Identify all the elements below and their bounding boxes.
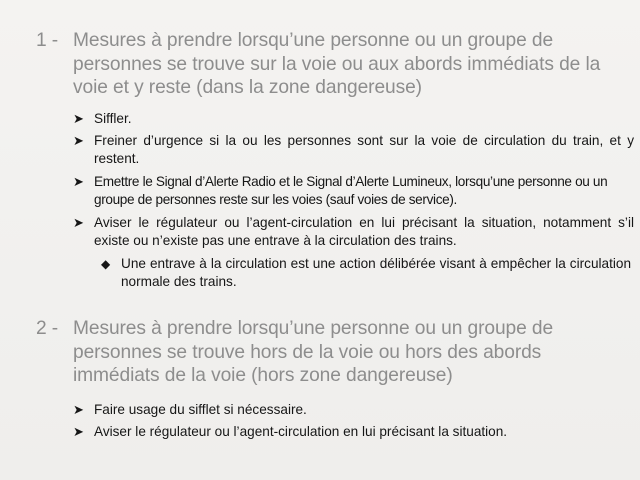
list-item <box>73 401 634 419</box>
section-1-bullets <box>0 110 640 250</box>
sub-list-item <box>101 255 631 291</box>
bullet-text: Siffler. <box>94 110 132 126</box>
section-1-title: Mesures à prendre lorsqu’une personne ou un groupe de personnes se trouve sur la voie ou aux abords immédiats de la voie et y reste (dans la zone dangereuse) <box>73 30 601 98</box>
bullet-text: Freiner d’urgence si la ou les personnes sont sur la voie de circulation du train, et y restent. <box>94 132 634 166</box>
arrow-bullet-icon: ➤ <box>73 401 84 417</box>
section-2-bullets <box>0 401 640 441</box>
arrow-bullet-icon: ➤ <box>73 214 84 230</box>
list-item <box>73 132 634 168</box>
section-1 <box>0 29 640 291</box>
section-1-heading <box>36 29 626 100</box>
bullet-text: Aviser le régulateur ou l’agent-circulation en lui précisant la situation. <box>94 423 508 439</box>
list-item <box>73 173 634 209</box>
list-item <box>73 110 634 128</box>
bullet-text: Emettre le Signal d’Alerte Radio et le Signal d’Alerte Lumineux, lorsqu’une personne ou un groupe de personnes reste sur les voies (sauf voies de service). <box>94 174 608 208</box>
section-2 <box>0 317 640 441</box>
bullet-text: Faire usage du sifflet si nécessaire. <box>94 401 307 417</box>
section-2-number: 2 - <box>36 318 59 339</box>
arrow-bullet-icon: ➤ <box>73 110 84 126</box>
list-item <box>73 423 634 441</box>
arrow-bullet-icon: ➤ <box>73 423 84 439</box>
section-1-number: 1 - <box>36 30 59 51</box>
diamond-bullet-icon: ◆ <box>101 256 111 271</box>
section-2-heading <box>36 317 626 388</box>
bullet-text: Aviser le régulateur ou l’agent-circulation en lui précisant la situation, notamment s’il existe ou n’existe pas une entrave à la circulation des trains. <box>94 214 634 248</box>
section-2-title: Mesures à prendre lorsqu’une personne ou un groupe de personnes se trouve hors de la voie ou hors des abords immédiats de la voie (hors zone dangereuse) <box>73 318 554 386</box>
list-item <box>73 214 634 250</box>
arrow-bullet-icon: ➤ <box>73 174 84 190</box>
sub-bullet-text: Une entrave à la circulation est une action délibérée visant à empêcher la circulation normale des trains. <box>121 255 631 290</box>
arrow-bullet-icon: ➤ <box>73 132 84 148</box>
